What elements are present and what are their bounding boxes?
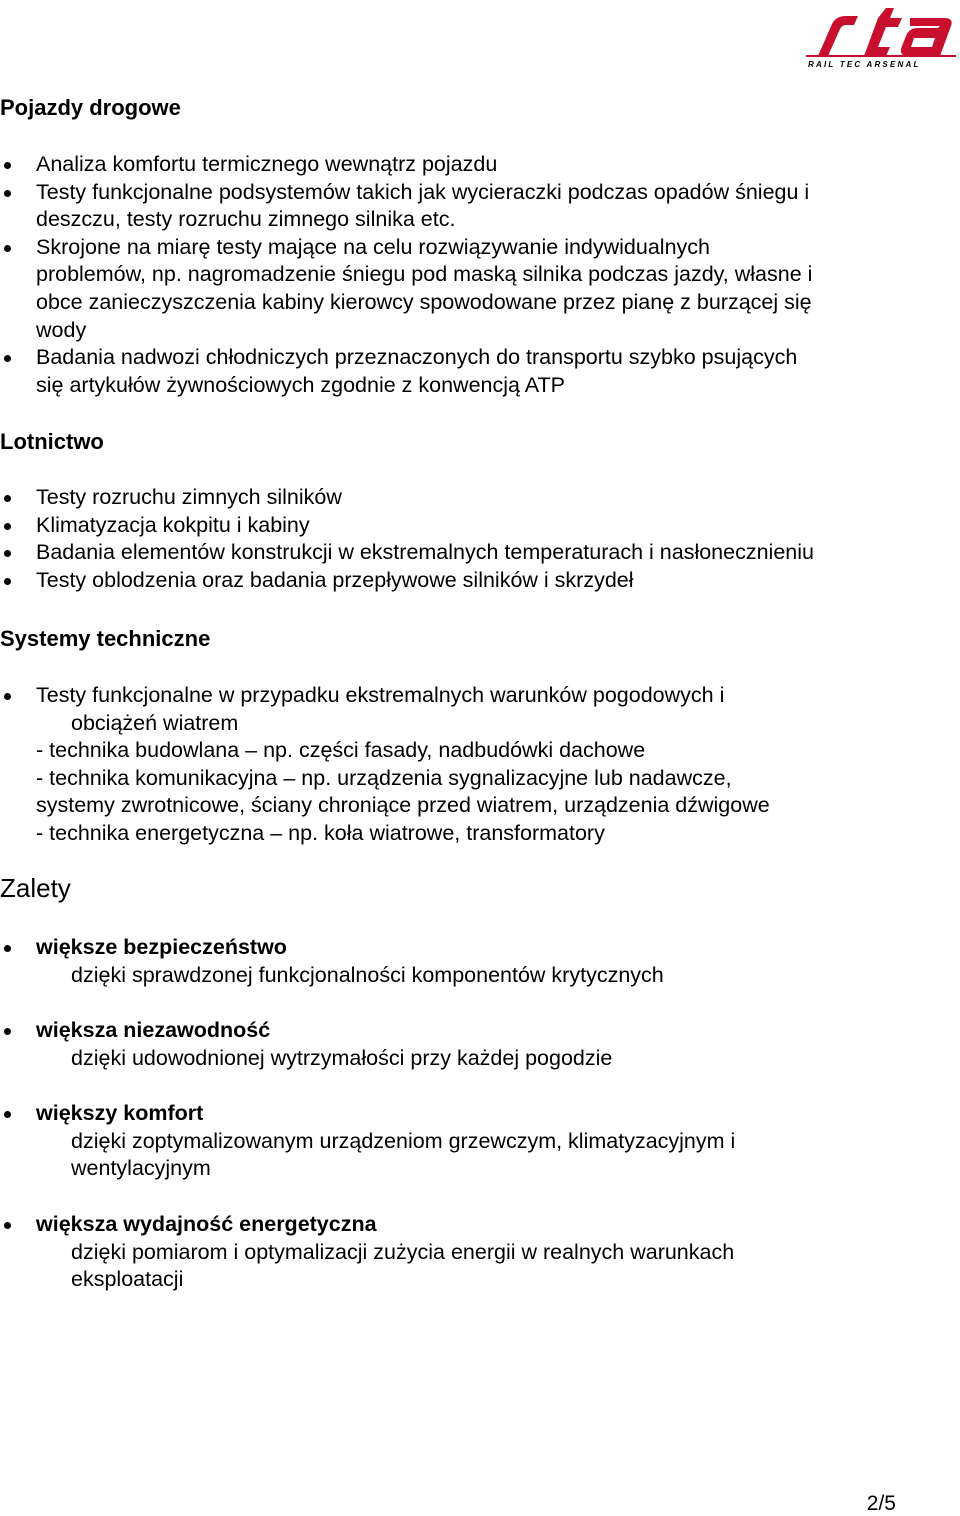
list-item-line: wody — [36, 317, 87, 342]
advantage-description: dzięki sprawdzonej funkcjonalności komponentów krytycznych — [71, 962, 664, 987]
section-title-aviation: Lotnictwo — [0, 429, 104, 454]
list-item-line: się artykułów żywnościowych zgodnie z konwencją ATP — [36, 372, 565, 397]
advantage-description: eksploatacji — [71, 1267, 184, 1292]
advantages-list — [0, 1017, 940, 1072]
list-item-line: - technika budowlana – np. części fasady, nadbudówki dachowe — [36, 738, 646, 763]
list-item-line: obciążeń wiatrem — [71, 710, 239, 735]
page-number: 2/5 — [866, 1492, 896, 1515]
list-item-line: obce zanieczyszczenia kabiny kierowcy spowodowane przez pianę z burzącej się — [36, 289, 812, 314]
advantage-description: wentylacyjnym — [71, 1156, 211, 1181]
list-item-line: Badania elementów konstrukcji w ekstremalnych temperaturach i nasłonecznieniu — [36, 540, 814, 565]
list-item — [0, 1017, 940, 1072]
list-item — [0, 682, 940, 848]
list-item-line: Analiza komfortu termicznego wewnątrz pojazdu — [36, 152, 498, 176]
logo-tagline: RAIL TEC ARSENAL — [808, 60, 921, 69]
list-item — [0, 151, 940, 179]
advantages-list — [0, 1211, 940, 1294]
list-item-line: - technika energetyczna – np. koła wiatrowe, transformatory — [36, 820, 605, 845]
list-item-line: systemy zwrotnicowe, ściany chroniące przed wiatrem, urządzenia dźwigowe — [36, 793, 770, 818]
advantage-heading: większy komfort — [36, 1101, 204, 1125]
advantage-description: dzięki udowodnionej wytrzymałości przy każdej pogodzie — [71, 1045, 613, 1070]
rta-logo-mark — [806, 4, 958, 60]
list-item-line: Klimatyzacja kokpitu i kabiny — [36, 512, 310, 537]
list-item-line: Testy oblodzenia oraz badania przepływowe silników i skrzydeł — [36, 567, 634, 592]
advantages-list — [0, 1100, 940, 1183]
list-item — [0, 512, 940, 540]
advantage-heading: większa niezawodność — [36, 1018, 271, 1042]
list-item — [0, 234, 940, 344]
advantage-description: dzięki zoptymalizowanym urządzeniom grzewczym, klimatyzacyjnym i — [71, 1128, 736, 1153]
section-title-technical-systems: Systemy techniczne — [0, 626, 211, 651]
list-item — [0, 484, 940, 512]
technical-systems-list — [0, 682, 940, 848]
list-item — [0, 539, 940, 567]
list-item — [0, 344, 940, 399]
aviation-list — [0, 484, 940, 594]
list-item — [0, 934, 940, 989]
rta-logo — [806, 4, 958, 72]
list-item — [0, 1211, 940, 1294]
list-item-line: Testy funkcjonalne podsystemów takich jak wycieraczki podczas opadów śniegu i — [36, 179, 810, 204]
list-item-line: Testy rozruchu zimnych silników — [36, 485, 342, 509]
advantage-heading: większe bezpieczeństwo — [36, 935, 287, 959]
list-item — [0, 567, 940, 595]
list-item-line: Testy funkcjonalne w przypadku ekstremalnych warunków pogodowych i — [36, 683, 725, 707]
section-title-advantages: Zalety — [0, 873, 71, 903]
list-item — [0, 1100, 940, 1183]
list-item-line: - technika komunikacyjna – np. urządzenia sygnalizacyjne lub nadawcze, — [36, 765, 732, 790]
list-item-line: Skrojone na miarę testy mające na celu rozwiązywanie indywidualnych — [36, 234, 710, 259]
list-item — [0, 179, 940, 234]
list-item-line: problemów, np. nagromadzenie śniegu pod maską silnika podczas jazdy, własne i — [36, 262, 813, 287]
list-item-line: deszczu, testy rozruchu zimnego silnika etc. — [36, 207, 456, 232]
road-vehicles-list — [0, 151, 940, 399]
section-title-road-vehicles: Pojazdy drogowe — [0, 95, 181, 120]
list-item-line: Badania nadwozi chłodniczych przeznaczonych do transportu szybko psujących — [36, 345, 798, 370]
advantage-heading: większa wydajność energetyczna — [36, 1212, 377, 1236]
advantage-description: dzięki pomiarom i optymalizacji zużycia energii w realnych warunkach — [71, 1239, 735, 1264]
advantages-list — [0, 934, 940, 989]
